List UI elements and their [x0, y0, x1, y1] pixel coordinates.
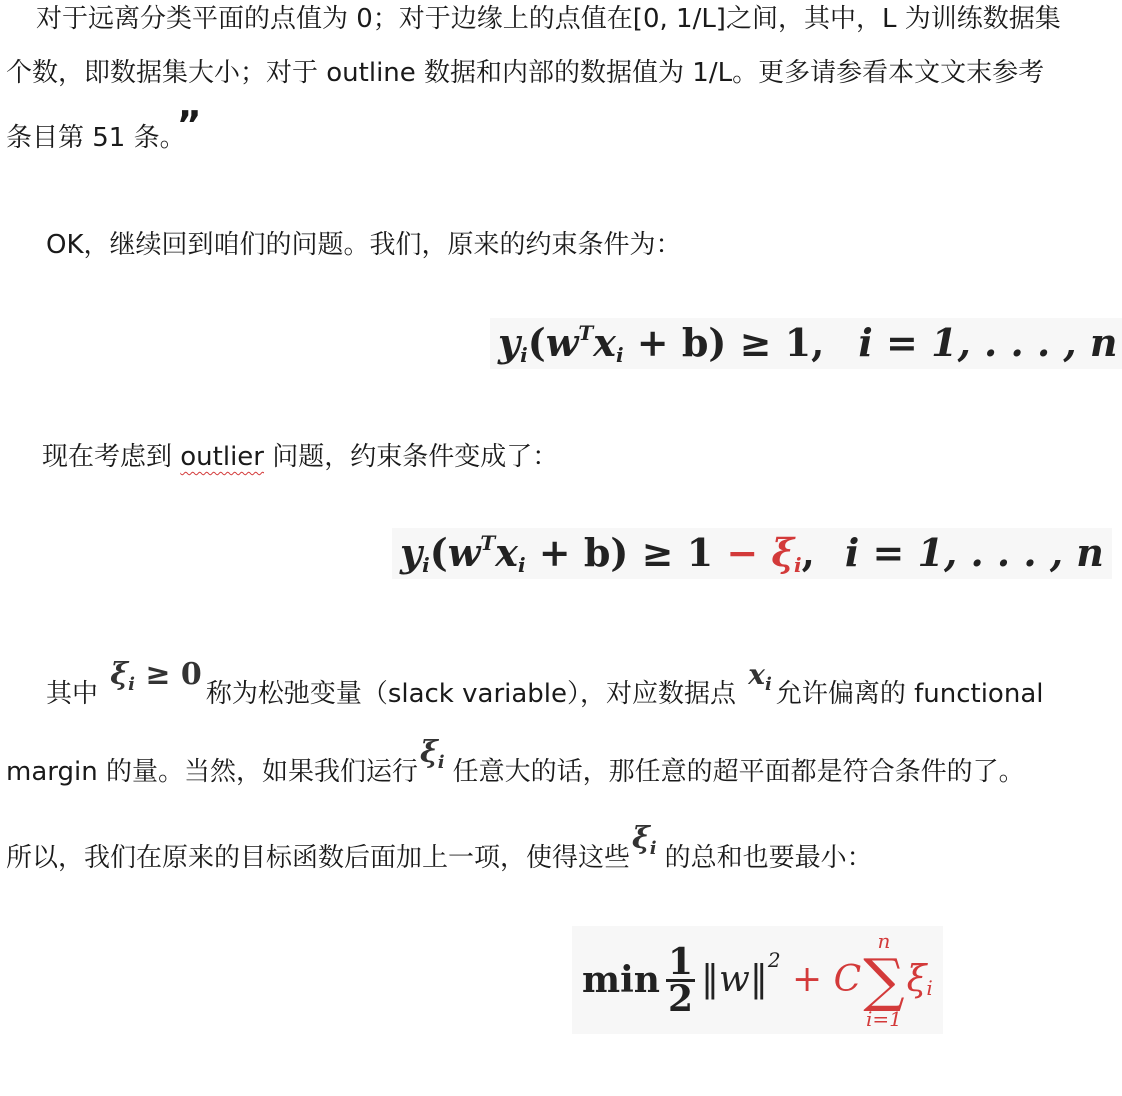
para1-line3-text: 条目第 51 条。 — [6, 123, 173, 153]
formula2-sub-i: i — [422, 553, 430, 577]
xi-symbol-2: ξ — [419, 735, 438, 770]
formula3-sq: 2 — [767, 948, 781, 972]
formula1-y: y — [498, 320, 521, 365]
xi-symbol-3: ξ — [632, 821, 650, 856]
formula3-sum-bot: i=1 — [865, 1007, 902, 1031]
formula1-T: T — [578, 321, 594, 345]
close-quote: ” — [176, 103, 202, 147]
xi-i-math-1 — [419, 735, 445, 773]
x-sub-i: i — [765, 674, 772, 695]
formula3-sum-sym: ∑ — [863, 946, 905, 1014]
geq-zero: ≥ 0 — [134, 657, 202, 692]
xi-sub-i-3: i — [649, 838, 657, 859]
formula2-comma: , — [801, 530, 815, 575]
formula1-sub-i: i — [520, 343, 528, 367]
x-symbol: x — [748, 658, 765, 691]
formula2-y: y — [400, 530, 423, 575]
para4-text1: 称为松弛变量（slack variable），对应数据点 — [205, 679, 737, 709]
xi-symbol: ξ — [110, 657, 129, 692]
formula1-x-sub-i: i — [615, 343, 624, 367]
formula1-x: x — [593, 320, 616, 365]
formula3-fraction — [666, 940, 695, 1020]
xi-sub-i-2: i — [437, 752, 445, 773]
formula2-w: w — [447, 530, 481, 575]
para4-line2-b: 任意大的话，那任意的超平面都是符合条件的了。 — [452, 757, 1025, 787]
formula3-min: min — [582, 959, 660, 1001]
para4-line3 — [6, 821, 873, 886]
para3-line — [42, 440, 558, 474]
formula3-xi-sub: i — [926, 976, 933, 1000]
formula3-plus-c: + C — [780, 959, 862, 1000]
xi-i-math-2 — [632, 821, 657, 859]
para4-prefix: 其中 — [46, 679, 99, 709]
para4-text2: 允许偏离的 functional — [775, 679, 1044, 709]
para4-line1 — [46, 657, 1044, 720]
para1-line2-text: 个数，即数据集大小；对于 outline 数据和内部的数据值为 1/L。更多请参看本文文末参考 — [6, 58, 1045, 88]
formula2-minus-xi: − ξ — [726, 530, 794, 575]
outlier-word: outlier — [180, 442, 264, 472]
formula2-T: T — [480, 531, 496, 555]
formula2-range: i = 1, . . . , n — [844, 530, 1104, 575]
xi-geq-zero-math — [110, 657, 202, 695]
formula3-norm: ‖w‖ — [701, 959, 768, 1000]
objective-formula — [572, 926, 943, 1034]
formula2-xi-sub-i: i — [793, 553, 802, 577]
para4-line3-a: 所以，我们在原来的目标函数后面加上一项，使得这些 — [6, 843, 631, 873]
para1-line1-text: 对于远离分类平面的点值为 0；对于边缘上的点值在[0, 1/L]之间，其中，L 为训练数据集 — [36, 4, 1061, 34]
formula2-mid: + b) ≥ 1 — [525, 530, 727, 575]
para2-text: OK，继续回到咱们的问题。我们，原来的约束条件为： — [46, 230, 682, 260]
formula3-den: 2 — [667, 977, 694, 1020]
para1-line2 — [6, 56, 1044, 90]
constraint-formula-slack — [392, 528, 1112, 579]
xi-sub-i: i — [128, 674, 135, 695]
formula2-x-sub-i: i — [517, 553, 526, 577]
formula1-open: ( — [527, 320, 546, 365]
formula2-open: ( — [429, 530, 448, 575]
para3-before: 现在考虑到 — [42, 442, 181, 472]
formula3-sum — [863, 930, 904, 1030]
x-i-math — [748, 658, 772, 695]
formula3-num: 1 — [667, 940, 694, 983]
para2-line — [46, 228, 682, 262]
formula2-x: x — [495, 530, 518, 575]
para4-line2 — [6, 735, 1025, 800]
formula3-xi: ξ — [906, 959, 927, 1000]
para4-line2-a: margin 的量。当然，如果我们运行 — [6, 757, 418, 787]
para4-line3-b: 的总和也要最小： — [664, 843, 873, 873]
formula1-range: i = 1, . . . , n — [858, 320, 1118, 365]
constraint-formula-original — [490, 318, 1122, 369]
formula1-plus-b: + b) ≥ 1, — [623, 320, 825, 365]
para3-after: 问题，约束条件变成了： — [263, 442, 559, 472]
formula3-sum-top: n — [877, 929, 891, 953]
para1-line3 — [6, 103, 202, 155]
formula1-w: w — [545, 320, 579, 365]
para1-line1 — [36, 2, 1061, 36]
